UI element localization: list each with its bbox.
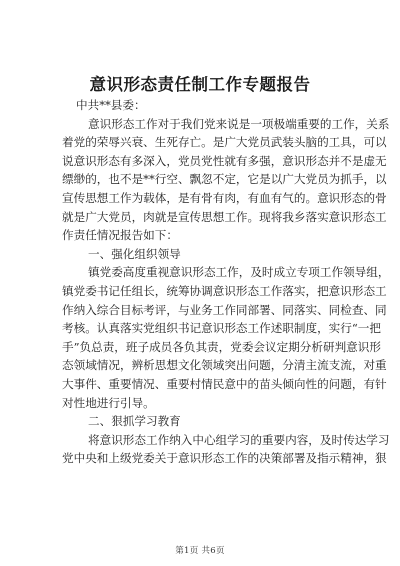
text-line: 态领域情况，辨析思想文化领域突出问题，分清主流支流，对重 [62,358,387,373]
text-line: 二、狠抓学习教育 [88,414,181,429]
text-line: 考核。认真落实党组织书记意识形态工作述职制度，实行“一把 [62,321,381,336]
page-footer: 第1页 共6页 [175,546,225,556]
text-line: 说意识形态有多深入，党员党性就有多强，意识形态并不是虚无 [62,153,387,168]
text-line: 党中央和上级党委关于意识形态工作的决策部署及指示精神，狠 [62,451,387,466]
text-line: 一、强化组织领导 [88,246,181,261]
text-line: 将意识形态工作纳入中心组学习的重要内容，及时传达学习 [88,432,390,447]
text-line: 缥缈的，也不是**行空、飘忽不定，它是以广大党员为抓手，以 [62,172,387,187]
text-line: 镇党委高度重视意识形态工作，及时成立专项工作领导组， [88,265,390,280]
text-line: 大事件、重要情况、重要村情民意中的苗头倾向性的问题，有针 [62,376,387,391]
document-title: 意识形态责任制工作专题报告 [89,75,311,94]
text-line: 手”负总责，班子成员各负其责，党委会议定期分析研判意识形 [62,339,381,354]
text-line: 镇党委书记任组长，统筹协调意识形态工作落实，把意识形态工 [62,283,387,298]
text-line: 着党的荣辱兴衰、生死存亡。是广大党员武装头脑的工具，可以 [62,135,387,150]
text-line: 作责任情况报告如下： [62,228,178,243]
text-line: 对性地进行引导。 [62,395,155,410]
text-line: 中共**县委： [76,98,146,112]
text-line: 就是广大党员，肉就是宣传思想工作。现将我乡落实意识形态工 [62,209,387,224]
document-body [62,96,390,468]
text-line: 作纳入综合目标考评，与业务工作同部署、同落实、同检查、同 [62,302,387,317]
text-line: 意识形态工作对于我们党来说是一项极端重要的工作，关系 [88,116,390,131]
text-line: 宣传思想工作为载体，是有骨有肉，有血有气的。意识形态的骨 [62,190,387,205]
